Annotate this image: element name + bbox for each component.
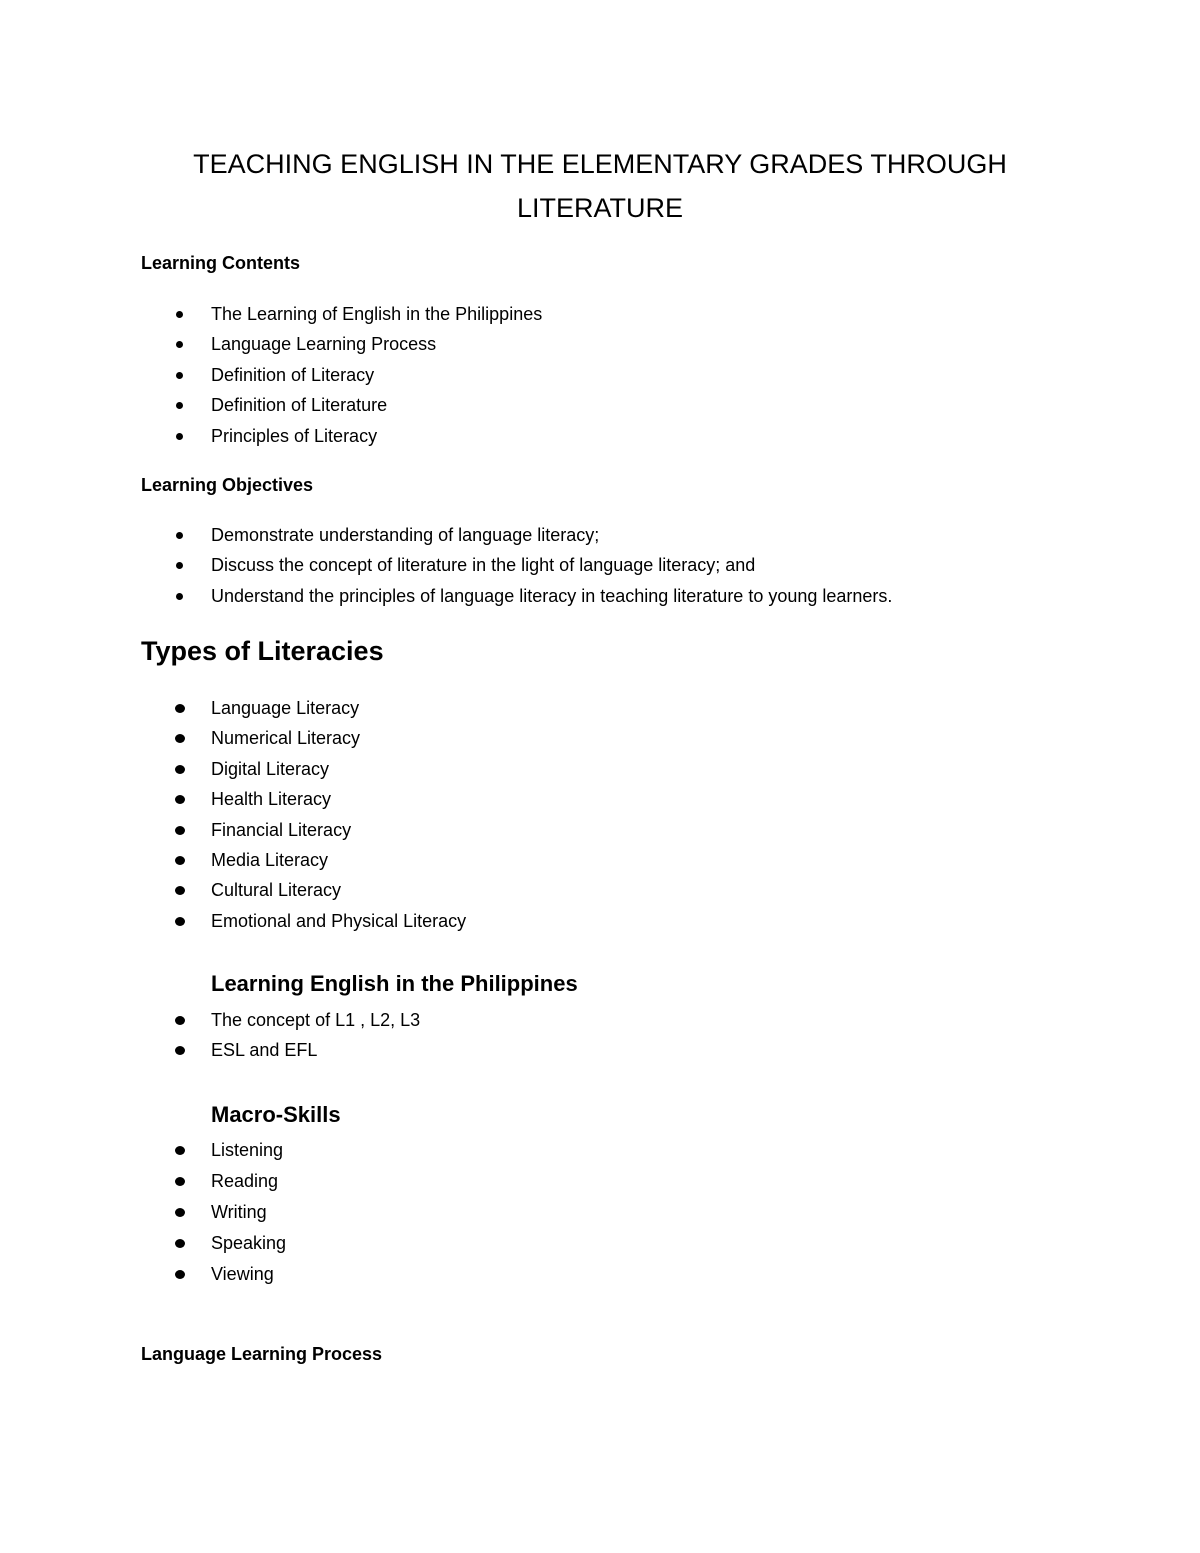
list-item: Demonstrate understanding of language literacy; bbox=[0, 520, 892, 550]
list-item: Numerical Literacy bbox=[0, 723, 466, 753]
bullet-icon bbox=[175, 917, 185, 926]
bullet-icon bbox=[175, 704, 185, 713]
list-item: Discuss the concept of literature in the light of language literacy; and bbox=[0, 550, 892, 580]
bullet-icon bbox=[176, 341, 183, 348]
bullet-icon bbox=[175, 826, 185, 835]
types-of-literacies-list bbox=[0, 693, 466, 936]
list-item: Principles of Literacy bbox=[0, 421, 542, 451]
learning-objectives-list bbox=[0, 520, 892, 611]
list-item: Health Literacy bbox=[0, 784, 466, 814]
bullet-icon bbox=[175, 734, 185, 743]
list-item: Language Literacy bbox=[0, 693, 466, 723]
types-of-literacies-heading: Types of Literacies bbox=[141, 636, 384, 666]
learning-english-ph-heading: Learning English in the Philippines bbox=[211, 971, 578, 996]
learning-contents-list bbox=[0, 299, 542, 451]
bullet-icon bbox=[176, 532, 183, 539]
bullet-icon bbox=[175, 795, 185, 804]
list-item: ESL and EFL bbox=[0, 1035, 420, 1065]
list-item: The concept of L1 , L2, L3 bbox=[0, 1005, 420, 1035]
bullet-icon bbox=[176, 593, 183, 600]
language-learning-process-heading: Language Learning Process bbox=[141, 1344, 383, 1364]
list-item: Viewing bbox=[0, 1259, 286, 1290]
bullet-icon bbox=[175, 1177, 185, 1186]
list-item: The Learning of English in the Philippines bbox=[0, 299, 542, 329]
macro-skills-heading: Macro-Skills bbox=[211, 1102, 341, 1127]
list-item: Definition of Literacy bbox=[0, 360, 542, 390]
title-line-2: LITERATURE bbox=[516, 193, 684, 223]
list-item: Digital Literacy bbox=[0, 754, 466, 784]
list-item: Understand the principles of language literacy in teaching literature to young learners. bbox=[0, 581, 892, 611]
learning-contents-heading: Learning Contents bbox=[141, 253, 301, 273]
list-item: Listening bbox=[0, 1135, 286, 1166]
bullet-icon bbox=[175, 1239, 185, 1248]
learning-english-ph-list bbox=[0, 1005, 420, 1066]
list-item: Language Learning Process bbox=[0, 329, 542, 359]
learning-objectives-heading: Learning Objectives bbox=[141, 475, 314, 495]
bullet-icon bbox=[176, 372, 183, 379]
bullet-icon bbox=[175, 886, 185, 895]
list-item: Reading bbox=[0, 1166, 286, 1197]
bullet-icon bbox=[175, 1016, 185, 1025]
list-item: Speaking bbox=[0, 1228, 286, 1259]
macro-skills-list bbox=[0, 1135, 286, 1290]
document-title bbox=[140, 142, 1060, 230]
bullet-icon bbox=[175, 1146, 185, 1155]
bullet-icon bbox=[175, 1208, 185, 1217]
bullet-icon bbox=[176, 562, 183, 569]
bullet-icon bbox=[176, 402, 183, 409]
bullet-icon bbox=[175, 1270, 185, 1279]
list-item: Definition of Literature bbox=[0, 390, 542, 420]
bullet-icon bbox=[175, 765, 185, 774]
bullet-icon bbox=[176, 433, 183, 440]
list-item: Cultural Literacy bbox=[0, 875, 466, 905]
list-item: Emotional and Physical Literacy bbox=[0, 906, 466, 936]
bullet-icon bbox=[176, 311, 183, 318]
bullet-icon bbox=[175, 1046, 185, 1055]
list-item: Media Literacy bbox=[0, 845, 466, 875]
title-line-1: TEACHING ENGLISH IN THE ELEMENTARY GRADES THROUGH bbox=[193, 149, 1007, 179]
bullet-icon bbox=[175, 856, 185, 865]
list-item: Financial Literacy bbox=[0, 815, 466, 845]
list-item: Writing bbox=[0, 1197, 286, 1228]
